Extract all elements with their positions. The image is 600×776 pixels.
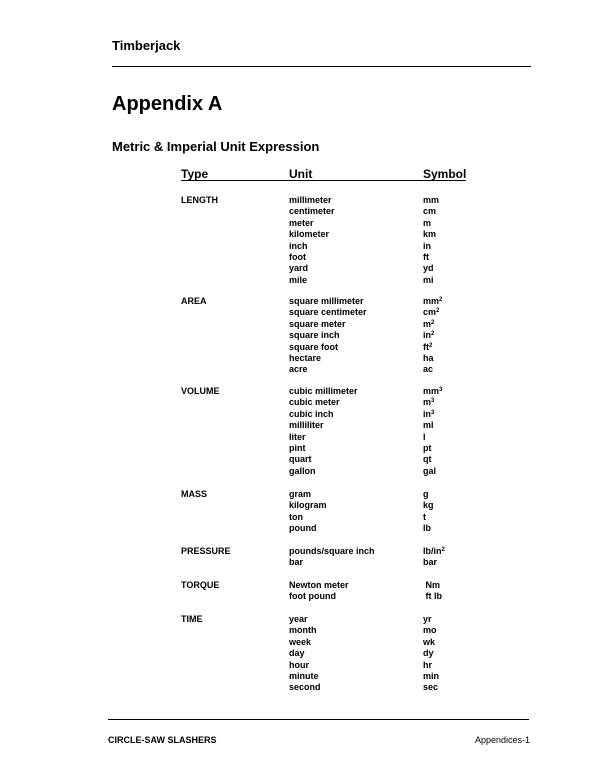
unit-symbol (423, 512, 426, 523)
unit-name: square foot (289, 341, 339, 352)
unit-row (181, 353, 466, 364)
unit-symbol-base: mm (423, 296, 440, 306)
unit-symbol (423, 319, 434, 330)
unit-name: pound (289, 523, 317, 534)
unit-symbol-exponent: 2 (441, 547, 445, 553)
column-header-symbol: Symbol (423, 167, 467, 181)
unit-symbol (423, 500, 434, 511)
unit-name: cubic meter (289, 397, 340, 408)
group-type-label: PRESSURE (181, 546, 231, 556)
unit-symbol-exponent: 2 (436, 308, 440, 315)
unit-group (181, 614, 466, 694)
page-title: Appendix A (112, 93, 223, 115)
unit-row (181, 671, 466, 682)
unit-symbol (423, 420, 434, 431)
unit-symbol-exponent: 2 (429, 342, 433, 349)
unit-symbol-base: ac (423, 364, 434, 375)
unit-row (181, 386, 466, 397)
unit-symbol-base: cm (423, 307, 437, 318)
unit-name: square meter (289, 318, 346, 329)
unit-name: square millimeter (289, 296, 364, 306)
column-header-unit: Unit (289, 167, 313, 181)
unit-symbol (423, 557, 437, 568)
unit-symbol (423, 637, 435, 648)
unit-row (181, 591, 466, 602)
unit-symbol-base: m (423, 397, 432, 408)
unit-row (181, 660, 466, 671)
unit-symbol (423, 229, 436, 240)
unit-row (181, 296, 466, 307)
unit-row (181, 557, 466, 568)
unit-name: minute (289, 670, 319, 681)
table-header-divider (181, 180, 466, 181)
unit-row (181, 241, 466, 252)
unit-row (181, 364, 466, 375)
unit-name: gram (289, 489, 312, 499)
unit-symbol-base: ft (423, 341, 429, 352)
unit-symbol-base: hr (423, 659, 432, 670)
unit-symbol (423, 206, 436, 217)
unit-name: gallon (289, 465, 316, 476)
unit-name: foot pound (289, 591, 336, 602)
unit-symbol (423, 330, 434, 341)
unit-symbol (423, 432, 426, 443)
unit-name: acre (289, 364, 308, 375)
unit-row (181, 546, 466, 557)
unit-row (181, 229, 466, 240)
unit-group (181, 489, 466, 535)
unit-row (181, 195, 466, 206)
unit-symbol (423, 218, 431, 229)
unit-symbol-base: mm (423, 386, 440, 396)
unit-row (181, 580, 466, 591)
unit-symbol (423, 307, 439, 318)
unit-symbol (423, 489, 429, 500)
unit-row (181, 342, 466, 353)
unit-symbol (423, 397, 434, 408)
unit-symbol-base: lb (423, 523, 431, 534)
footer-divider (108, 719, 529, 720)
unit-name: kilometer (289, 229, 330, 240)
unit-row (181, 443, 466, 454)
unit-symbol (423, 454, 432, 465)
unit-symbol-base: in (423, 408, 431, 419)
unit-row (181, 637, 466, 648)
unit-name: kilogram (289, 500, 327, 511)
unit-symbol-base: mi (423, 274, 434, 285)
unit-symbol-base: t (423, 511, 426, 522)
unit-name: ton (289, 511, 303, 522)
unit-symbol-base: mo (423, 625, 437, 636)
unit-symbol-base: ml (423, 420, 434, 431)
unit-row (181, 218, 466, 229)
unit-symbol-base: Nm (423, 580, 441, 590)
unit-symbol-base: yd (423, 263, 434, 274)
unit-symbol (423, 195, 439, 206)
unit-symbol-base: wk (423, 636, 436, 647)
unit-symbol-base: pt (423, 442, 432, 453)
unit-symbol-base: yr (423, 614, 432, 624)
unit-symbol-base: lb/in (423, 546, 442, 556)
column-header-type: Type (181, 167, 209, 181)
unit-symbol-base: bar (423, 557, 438, 568)
unit-row (181, 466, 466, 477)
unit-row (181, 682, 466, 693)
group-type-label: TORQUE (181, 580, 220, 590)
unit-symbol-base: gal (423, 465, 437, 476)
unit-symbol-base: m (423, 217, 432, 228)
unit-name: liter (289, 431, 306, 442)
unit-group (181, 386, 466, 477)
unit-group (181, 296, 466, 376)
group-type-label: AREA (181, 296, 207, 306)
unit-name: quart (289, 454, 312, 465)
unit-name: day (289, 648, 305, 659)
unit-symbol-base: ft (423, 251, 429, 262)
unit-symbol (423, 648, 434, 659)
unit-name: month (289, 625, 317, 636)
unit-symbol-base: m (423, 318, 432, 329)
unit-row (181, 319, 466, 330)
unit-name: week (289, 636, 312, 647)
unit-group (181, 195, 466, 286)
unit-symbol (423, 614, 432, 625)
group-type-label: VOLUME (181, 386, 220, 396)
unit-row (181, 432, 466, 443)
group-type-label: MASS (181, 489, 208, 499)
unit-symbol-exponent: 2 (431, 319, 435, 326)
unit-symbol-base: mm (423, 195, 440, 205)
unit-symbol-exponent: 3 (431, 398, 435, 405)
unit-symbol (423, 682, 438, 693)
unit-row (181, 625, 466, 636)
unit-name: cubic inch (289, 408, 334, 419)
unit-name: centimeter (289, 206, 335, 217)
group-type-label: LENGTH (181, 195, 218, 205)
section-title: Metric & Imperial Unit Expression (112, 139, 320, 154)
unit-symbol (423, 386, 442, 397)
unit-symbol (423, 546, 445, 557)
unit-symbol-exponent: 2 (439, 297, 443, 303)
unit-row (181, 420, 466, 431)
unit-symbol-base: sec (423, 682, 439, 693)
unit-symbol-exponent: 3 (431, 409, 435, 416)
unit-symbol-base: cm (423, 206, 437, 217)
unit-symbol (423, 671, 439, 682)
unit-symbol-exponent: 3 (439, 387, 443, 393)
unit-symbol (423, 342, 432, 353)
unit-symbol-base: in (423, 240, 431, 251)
unit-symbol-base: kg (423, 500, 434, 511)
unit-row (181, 523, 466, 534)
unit-name: second (289, 682, 321, 693)
unit-symbol-base: in (423, 330, 431, 341)
unit-symbol-base: g (423, 489, 429, 499)
unit-row (181, 614, 466, 625)
unit-name: mile (289, 274, 308, 285)
unit-row (181, 275, 466, 286)
header-divider (112, 66, 531, 67)
unit-name: year (289, 614, 308, 624)
unit-symbol-base: dy (423, 648, 434, 659)
unit-symbol (423, 580, 440, 591)
unit-symbol-base: min (423, 670, 440, 681)
unit-symbol-base: l (423, 431, 426, 442)
unit-symbol (423, 296, 442, 307)
unit-symbol (423, 409, 434, 420)
unit-symbol-base: km (423, 229, 437, 240)
unit-row (181, 500, 466, 511)
unit-row (181, 307, 466, 318)
unit-symbol-base: ha (423, 352, 434, 363)
unit-name: bar (289, 557, 304, 568)
unit-group (181, 580, 466, 603)
unit-row (181, 330, 466, 341)
footer-document-title: CIRCLE-SAW SLASHERS (108, 735, 217, 745)
unit-row (181, 252, 466, 263)
unit-name: yard (289, 263, 309, 274)
unit-symbol-exponent: 2 (431, 331, 435, 338)
unit-name: millimeter (289, 195, 332, 205)
unit-row (181, 206, 466, 217)
unit-name: milliliter (289, 420, 324, 431)
unit-name: pint (289, 442, 306, 453)
unit-name: hour (289, 659, 309, 670)
unit-symbol (423, 364, 433, 375)
unit-name: foot (289, 251, 306, 262)
unit-symbol (423, 625, 437, 636)
unit-symbol (423, 263, 434, 274)
unit-symbol (423, 523, 431, 534)
unit-row (181, 397, 466, 408)
unit-symbol (423, 241, 431, 252)
unit-symbol-base: qt (423, 454, 432, 465)
unit-name: square inch (289, 330, 340, 341)
unit-row (181, 512, 466, 523)
unit-symbol-base: ft lb (423, 591, 442, 602)
unit-name: hectare (289, 352, 322, 363)
unit-symbol (423, 353, 434, 364)
unit-row (181, 263, 466, 274)
unit-row (181, 409, 466, 420)
unit-name: cubic millimeter (289, 386, 358, 396)
unit-symbol (423, 275, 434, 286)
unit-symbol (423, 660, 432, 671)
unit-name: pounds/square inch (289, 546, 375, 556)
unit-symbol (423, 252, 429, 263)
unit-row (181, 489, 466, 500)
group-type-label: TIME (181, 614, 203, 624)
unit-name: inch (289, 240, 308, 251)
unit-symbol (423, 443, 432, 454)
unit-group (181, 546, 466, 569)
unit-name: Newton meter (289, 580, 349, 590)
footer-page-number: Appendices-1 (474, 735, 530, 745)
unit-row (181, 648, 466, 659)
unit-symbol (423, 591, 442, 602)
header-brand: Timberjack (112, 38, 181, 53)
unit-name: square centimeter (289, 307, 367, 318)
unit-row (181, 454, 466, 465)
unit-name: meter (289, 217, 314, 228)
unit-symbol (423, 466, 436, 477)
